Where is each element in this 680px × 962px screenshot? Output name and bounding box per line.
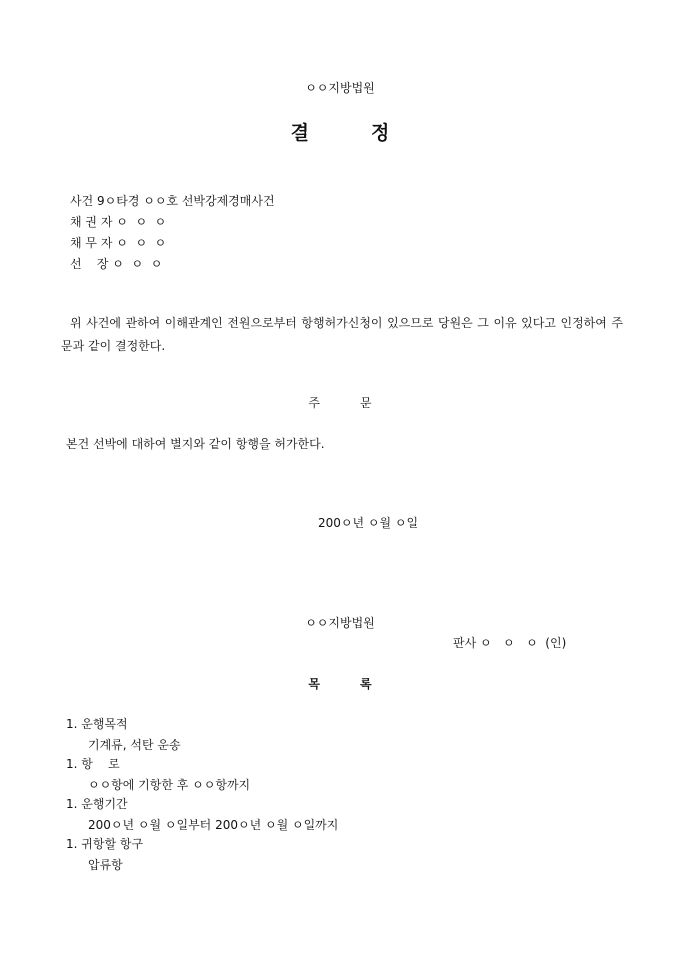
list-item-label: 1. 귀항할 항구: [66, 837, 144, 851]
list-item-label: 1. 운행기간: [66, 797, 128, 811]
list-item-value: 기계류, 석탄 운송: [88, 738, 181, 752]
captain-line: 선 장 ㅇ ㅇ ㅇ: [70, 257, 163, 271]
judge-signature: 판사 ㅇ ㅇ ㅇ (인): [453, 636, 567, 650]
document-title: 결정: [290, 122, 452, 144]
footer-court-name: ㅇㅇ지방법원: [305, 616, 375, 630]
header-court-name: ㅇㅇ지방법원: [305, 81, 375, 95]
list-item-label: 1. 항 로: [66, 757, 120, 771]
body-paragraph: 위 사건에 관하여 이해관계인 전원으로부터 항행허가신청이 있으므로 당원은 그 이유 있다고 인정하여 주문과 같이 결정한다.: [61, 316, 623, 353]
debtor-line: 채 무 자 ㅇ ㅇ ㅇ: [70, 236, 167, 250]
list-item-value: 200ㅇ년 ㅇ월 ㅇ일부터 200ㅇ년 ㅇ월 ㅇ일까지: [88, 818, 339, 832]
creditor-line: 채 권 자 ㅇ ㅇ ㅇ: [70, 215, 167, 229]
list-item-value: ㅇㅇ항에 기항한 후 ㅇㅇ항까지: [88, 778, 251, 792]
decision-date: 200ㅇ년 ㅇ월 ㅇ일: [317, 516, 419, 530]
case-number: 사건 9ㅇ타경 ㅇㅇ호 선박강제경매사건: [70, 194, 275, 208]
order-text: 본건 선박에 대하여 별지와 같이 항행을 허가한다.: [66, 437, 325, 451]
order-heading: 주문: [308, 396, 412, 410]
list-item-value: 압류항: [88, 858, 123, 872]
list-item-label: 1. 운행목적: [66, 717, 128, 731]
list-heading: 목록: [308, 677, 412, 691]
